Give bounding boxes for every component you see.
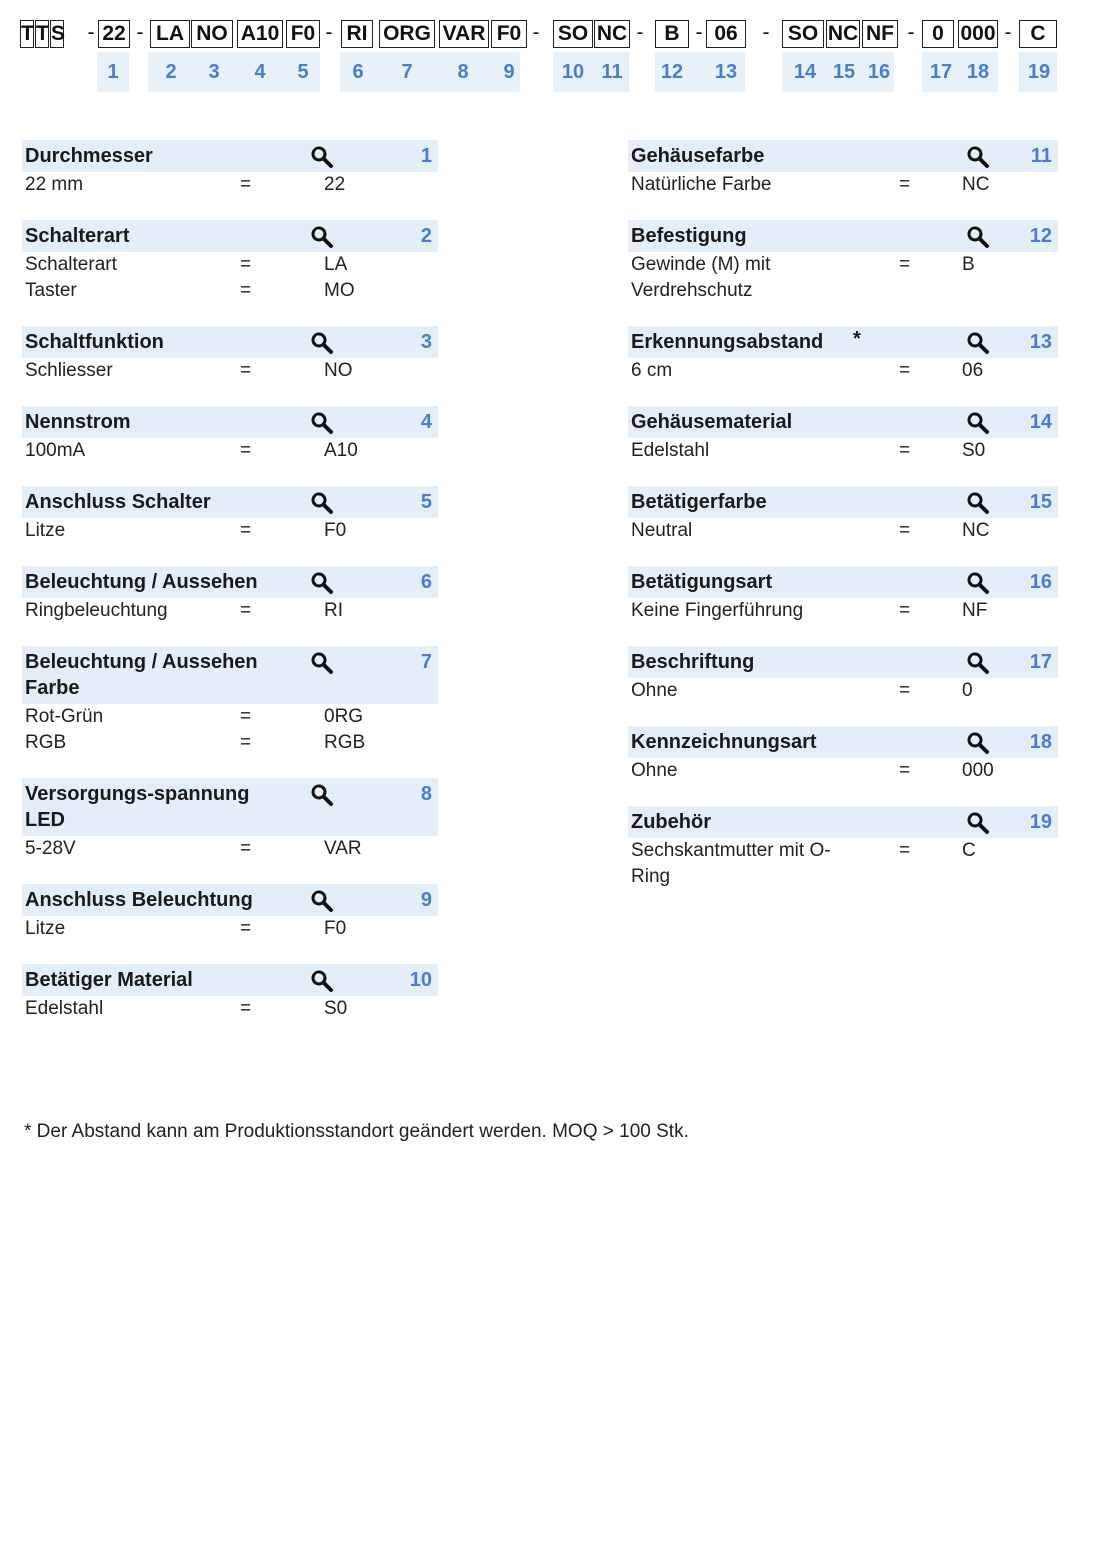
magnifier-icon[interactable] <box>310 889 334 913</box>
option-label: 100mA <box>25 440 86 461</box>
option-group-header <box>22 964 438 996</box>
option-code: 0RG <box>324 706 364 727</box>
option-group-number: 17 <box>1029 651 1052 673</box>
option-row <box>628 172 1058 198</box>
option-group <box>628 326 1058 384</box>
code-segment: 22 <box>98 20 130 48</box>
option-column-right <box>628 140 1058 912</box>
position-number: 19 <box>1027 61 1051 83</box>
option-label: Taster <box>25 280 77 301</box>
option-code: F0 <box>324 918 347 939</box>
code-segment: RI <box>341 20 373 48</box>
option-group-number: 18 <box>1029 731 1052 753</box>
option-group-title: Kennzeichnungsart <box>631 731 817 753</box>
equals-sign: = <box>240 998 252 1019</box>
equals-sign: = <box>899 600 911 621</box>
option-label: Sechskantmutter mit O-Ring <box>631 840 831 887</box>
option-group <box>22 406 438 464</box>
position-number: 12 <box>660 61 684 83</box>
magnifier-icon[interactable] <box>966 731 990 755</box>
option-group <box>628 726 1058 784</box>
equals-sign: = <box>240 706 252 727</box>
option-group-header <box>628 140 1058 172</box>
option-group-number: 12 <box>1029 225 1052 247</box>
option-code: NC <box>962 174 990 195</box>
option-group-title: Versorgungs-spannung LED <box>25 783 250 831</box>
code-segment: C <box>1019 20 1057 48</box>
option-group <box>628 220 1058 304</box>
option-group <box>22 884 438 942</box>
option-group-header <box>628 326 1058 358</box>
equals-sign: = <box>899 680 911 701</box>
option-group-title: Anschluss Beleuchtung <box>25 889 253 911</box>
option-group-title: Nennstrom <box>25 411 131 433</box>
equals-sign: = <box>240 174 252 195</box>
magnifier-icon[interactable] <box>966 225 990 249</box>
magnifier-icon[interactable] <box>310 783 334 807</box>
magnifier-icon[interactable] <box>966 491 990 515</box>
order-code <box>0 0 1103 100</box>
code-segment: T <box>35 20 49 48</box>
position-number: 3 <box>208 61 220 83</box>
option-group <box>628 406 1058 464</box>
option-label: Ohne <box>631 760 678 781</box>
equals-sign: = <box>240 254 252 275</box>
option-code: RI <box>324 600 343 621</box>
option-row <box>628 758 1058 784</box>
position-number: 8 <box>457 61 469 83</box>
footnote: * Der Abstand kann am Produktionsstandort geändert werden. MOQ > 100 Stk. <box>24 1121 689 1142</box>
code-segment: SO <box>782 20 824 48</box>
code-separator: - <box>136 21 144 44</box>
option-label: Schalterart <box>25 254 117 275</box>
option-row <box>22 358 438 384</box>
option-group <box>628 646 1058 704</box>
option-label: Rot-Grün <box>25 706 104 727</box>
code-separator: - <box>87 21 95 44</box>
option-code: C <box>962 840 976 861</box>
option-group <box>22 778 438 862</box>
equals-sign: = <box>240 280 252 301</box>
option-label: Litze <box>25 918 66 939</box>
option-code: NO <box>324 360 353 381</box>
option-code: LA <box>324 254 348 275</box>
code-segment: LA <box>150 20 190 48</box>
option-row <box>22 278 438 304</box>
option-code: NC <box>962 520 990 541</box>
position-number: 6 <box>352 61 364 83</box>
option-group <box>22 486 438 544</box>
code-segment: T <box>20 20 34 48</box>
option-group-header <box>22 140 438 172</box>
option-row <box>22 916 438 942</box>
option-group <box>22 140 438 198</box>
option-group-title: Zubehör <box>631 811 711 833</box>
option-group <box>628 140 1058 198</box>
position-number: 9 <box>503 61 515 83</box>
code-separator: - <box>325 21 333 44</box>
magnifier-icon[interactable] <box>966 651 990 675</box>
position-number: 5 <box>297 61 309 83</box>
code-segment: B <box>655 20 689 48</box>
magnifier-icon[interactable] <box>966 811 990 835</box>
magnifier-icon[interactable] <box>966 571 990 595</box>
order-code-position-numbers <box>0 52 1103 92</box>
option-row <box>22 836 438 862</box>
option-group <box>22 566 438 624</box>
option-code: B <box>962 254 975 275</box>
option-group-title: Schalterart <box>25 225 130 247</box>
option-group-title: Durchmesser <box>25 145 153 167</box>
code-segment: ORG <box>379 20 435 48</box>
option-group-header <box>628 566 1058 598</box>
option-group-title: Gehäusefarbe <box>631 145 765 167</box>
code-separator: - <box>1004 21 1012 44</box>
option-group-title: Beleuchtung / Aussehen Farbe <box>25 651 258 699</box>
option-row <box>628 358 1058 384</box>
equals-sign: = <box>899 840 911 861</box>
code-separator: - <box>762 21 770 44</box>
option-group-header <box>22 326 438 358</box>
option-group-header <box>22 566 438 598</box>
option-group <box>628 566 1058 624</box>
option-group-number: 6 <box>420 571 432 593</box>
option-row <box>22 730 438 756</box>
option-group-title: Erkennungsabstand <box>631 331 824 353</box>
option-group-title: Beschriftung <box>631 651 755 673</box>
option-label: RGB <box>25 732 67 753</box>
position-number: 11 <box>601 61 623 83</box>
position-number: 14 <box>793 61 817 83</box>
code-segment: NC <box>594 20 630 48</box>
option-row <box>22 438 438 464</box>
option-row <box>628 678 1058 704</box>
code-segment: F0 <box>286 20 320 48</box>
equals-sign: = <box>899 760 911 781</box>
code-separator: - <box>695 21 703 44</box>
option-code: 000 <box>962 760 994 781</box>
magnifier-icon[interactable] <box>310 145 334 169</box>
equals-sign: = <box>240 732 252 753</box>
equals-sign: = <box>899 254 911 275</box>
code-segment: 06 <box>706 20 746 48</box>
option-group-header <box>22 486 438 518</box>
option-label: 22 mm <box>25 174 84 195</box>
option-group <box>22 646 438 756</box>
option-code: VAR <box>324 838 362 859</box>
code-separator: - <box>907 21 915 44</box>
option-group-number: 4 <box>420 411 432 433</box>
option-group-number: 19 <box>1029 811 1052 833</box>
option-label: Natürliche Farbe <box>631 174 772 195</box>
equals-sign: = <box>240 360 252 381</box>
magnifier-icon[interactable] <box>966 145 990 169</box>
option-group-number: 5 <box>420 491 432 513</box>
equals-sign: = <box>240 440 252 461</box>
code-segment: NO <box>191 20 233 48</box>
option-group-number: 14 <box>1029 411 1052 433</box>
option-code: F0 <box>324 520 347 541</box>
option-row <box>22 252 438 278</box>
code-separator: - <box>636 21 644 44</box>
option-group-title: Anschluss Schalter <box>25 491 211 513</box>
option-group-number: 10 <box>409 969 432 991</box>
code-separator: - <box>532 21 540 44</box>
option-group <box>22 326 438 384</box>
option-group-number: 11 <box>1030 145 1052 167</box>
position-number: 15 <box>832 61 856 83</box>
option-row <box>22 172 438 198</box>
option-label: Ringbeleuchtung <box>25 600 168 621</box>
equals-sign: = <box>240 838 252 859</box>
code-segment: F0 <box>491 20 527 48</box>
code-segment: NF <box>862 20 898 48</box>
code-segment: S <box>50 20 64 48</box>
option-code: MO <box>324 280 355 301</box>
equals-sign: = <box>240 918 252 939</box>
equals-sign: = <box>899 174 911 195</box>
position-number: 17 <box>929 61 953 83</box>
option-group-title: Beleuchtung / Aussehen <box>25 571 258 593</box>
option-group <box>628 486 1058 544</box>
magnifier-icon[interactable] <box>310 571 334 595</box>
option-row <box>22 598 438 624</box>
option-group-header <box>628 726 1058 758</box>
option-group-number: 16 <box>1029 571 1052 593</box>
option-row <box>22 518 438 544</box>
option-group-header <box>22 884 438 916</box>
option-group-header <box>22 406 438 438</box>
option-label: Edelstahl <box>631 440 710 461</box>
equals-sign: = <box>899 520 911 541</box>
magnifier-icon[interactable] <box>310 411 334 435</box>
option-group-number: 9 <box>420 889 432 911</box>
position-number: 1 <box>107 61 119 83</box>
option-group-title: Betätiger Material <box>25 969 193 991</box>
option-code: NF <box>962 600 988 621</box>
option-code: 22 <box>324 174 346 195</box>
option-code: RGB <box>324 732 366 753</box>
magnifier-icon[interactable] <box>310 225 334 249</box>
equals-sign: = <box>240 520 252 541</box>
option-group-header <box>628 406 1058 438</box>
option-group-number: 7 <box>420 651 432 673</box>
option-label: 5-28V <box>25 838 76 859</box>
option-group-number: 2 <box>420 225 432 247</box>
option-row <box>628 838 1058 890</box>
option-code: A10 <box>324 440 358 461</box>
position-number: 10 <box>561 61 585 83</box>
option-row <box>22 996 438 1022</box>
position-number: 7 <box>401 61 413 83</box>
option-code: S0 <box>962 440 986 461</box>
option-group <box>22 964 438 1022</box>
position-number: 4 <box>254 61 266 83</box>
option-group-title: Betätigerfarbe <box>631 491 767 513</box>
position-number: 16 <box>867 61 891 83</box>
position-number: 13 <box>714 61 738 83</box>
option-group-title: Gehäusematerial <box>631 411 793 433</box>
option-label: Keine Fingerführung <box>631 600 804 621</box>
option-group-number: 15 <box>1029 491 1052 513</box>
code-segment: NC <box>826 20 860 48</box>
option-group-number: 13 <box>1029 331 1052 353</box>
option-label: Edelstahl <box>25 998 104 1019</box>
option-group-header <box>628 646 1058 678</box>
option-group <box>628 806 1058 890</box>
option-label: Ohne <box>631 680 678 701</box>
code-segment: 000 <box>958 20 998 48</box>
footnote-marker: * <box>853 328 861 350</box>
equals-sign: = <box>240 600 252 621</box>
option-column-left <box>22 140 438 1044</box>
magnifier-icon[interactable] <box>310 491 334 515</box>
option-group-header <box>22 778 438 836</box>
option-group-title: Schaltfunktion <box>25 331 164 353</box>
option-label: 6 cm <box>631 360 673 381</box>
magnifier-icon[interactable] <box>310 969 334 993</box>
magnifier-icon[interactable] <box>966 411 990 435</box>
option-group-header <box>22 220 438 252</box>
option-row <box>628 438 1058 464</box>
magnifier-icon[interactable] <box>310 651 334 675</box>
magnifier-icon[interactable] <box>966 331 990 355</box>
option-row <box>628 598 1058 624</box>
option-code: S0 <box>324 998 348 1019</box>
option-group-number: 1 <box>420 145 432 167</box>
option-label: Gewinde (M) mit Verdrehschutz <box>631 254 771 301</box>
option-group-title: Befestigung <box>631 225 747 247</box>
option-label: Schliesser <box>25 360 113 381</box>
code-segment: A10 <box>237 20 283 48</box>
equals-sign: = <box>899 360 911 381</box>
option-group-header <box>628 806 1058 838</box>
option-group-header <box>22 646 438 704</box>
option-group-header <box>628 220 1058 252</box>
option-row <box>628 252 1058 304</box>
option-row <box>628 518 1058 544</box>
option-group-title: Betätigungsart <box>631 571 773 593</box>
option-label: Neutral <box>631 520 693 541</box>
code-segment: SO <box>553 20 593 48</box>
option-code: 06 <box>962 360 984 381</box>
position-number: 2 <box>165 61 177 83</box>
magnifier-icon[interactable] <box>310 331 334 355</box>
code-segment: VAR <box>439 20 489 48</box>
option-group <box>22 220 438 304</box>
option-group-header <box>628 486 1058 518</box>
option-group-number: 8 <box>420 783 432 805</box>
option-code: 0 <box>962 680 973 701</box>
option-row <box>22 704 438 730</box>
option-label: Litze <box>25 520 66 541</box>
position-number: 18 <box>966 61 990 83</box>
equals-sign: = <box>899 440 911 461</box>
option-group-number: 3 <box>420 331 432 353</box>
code-segment: 0 <box>922 20 954 48</box>
